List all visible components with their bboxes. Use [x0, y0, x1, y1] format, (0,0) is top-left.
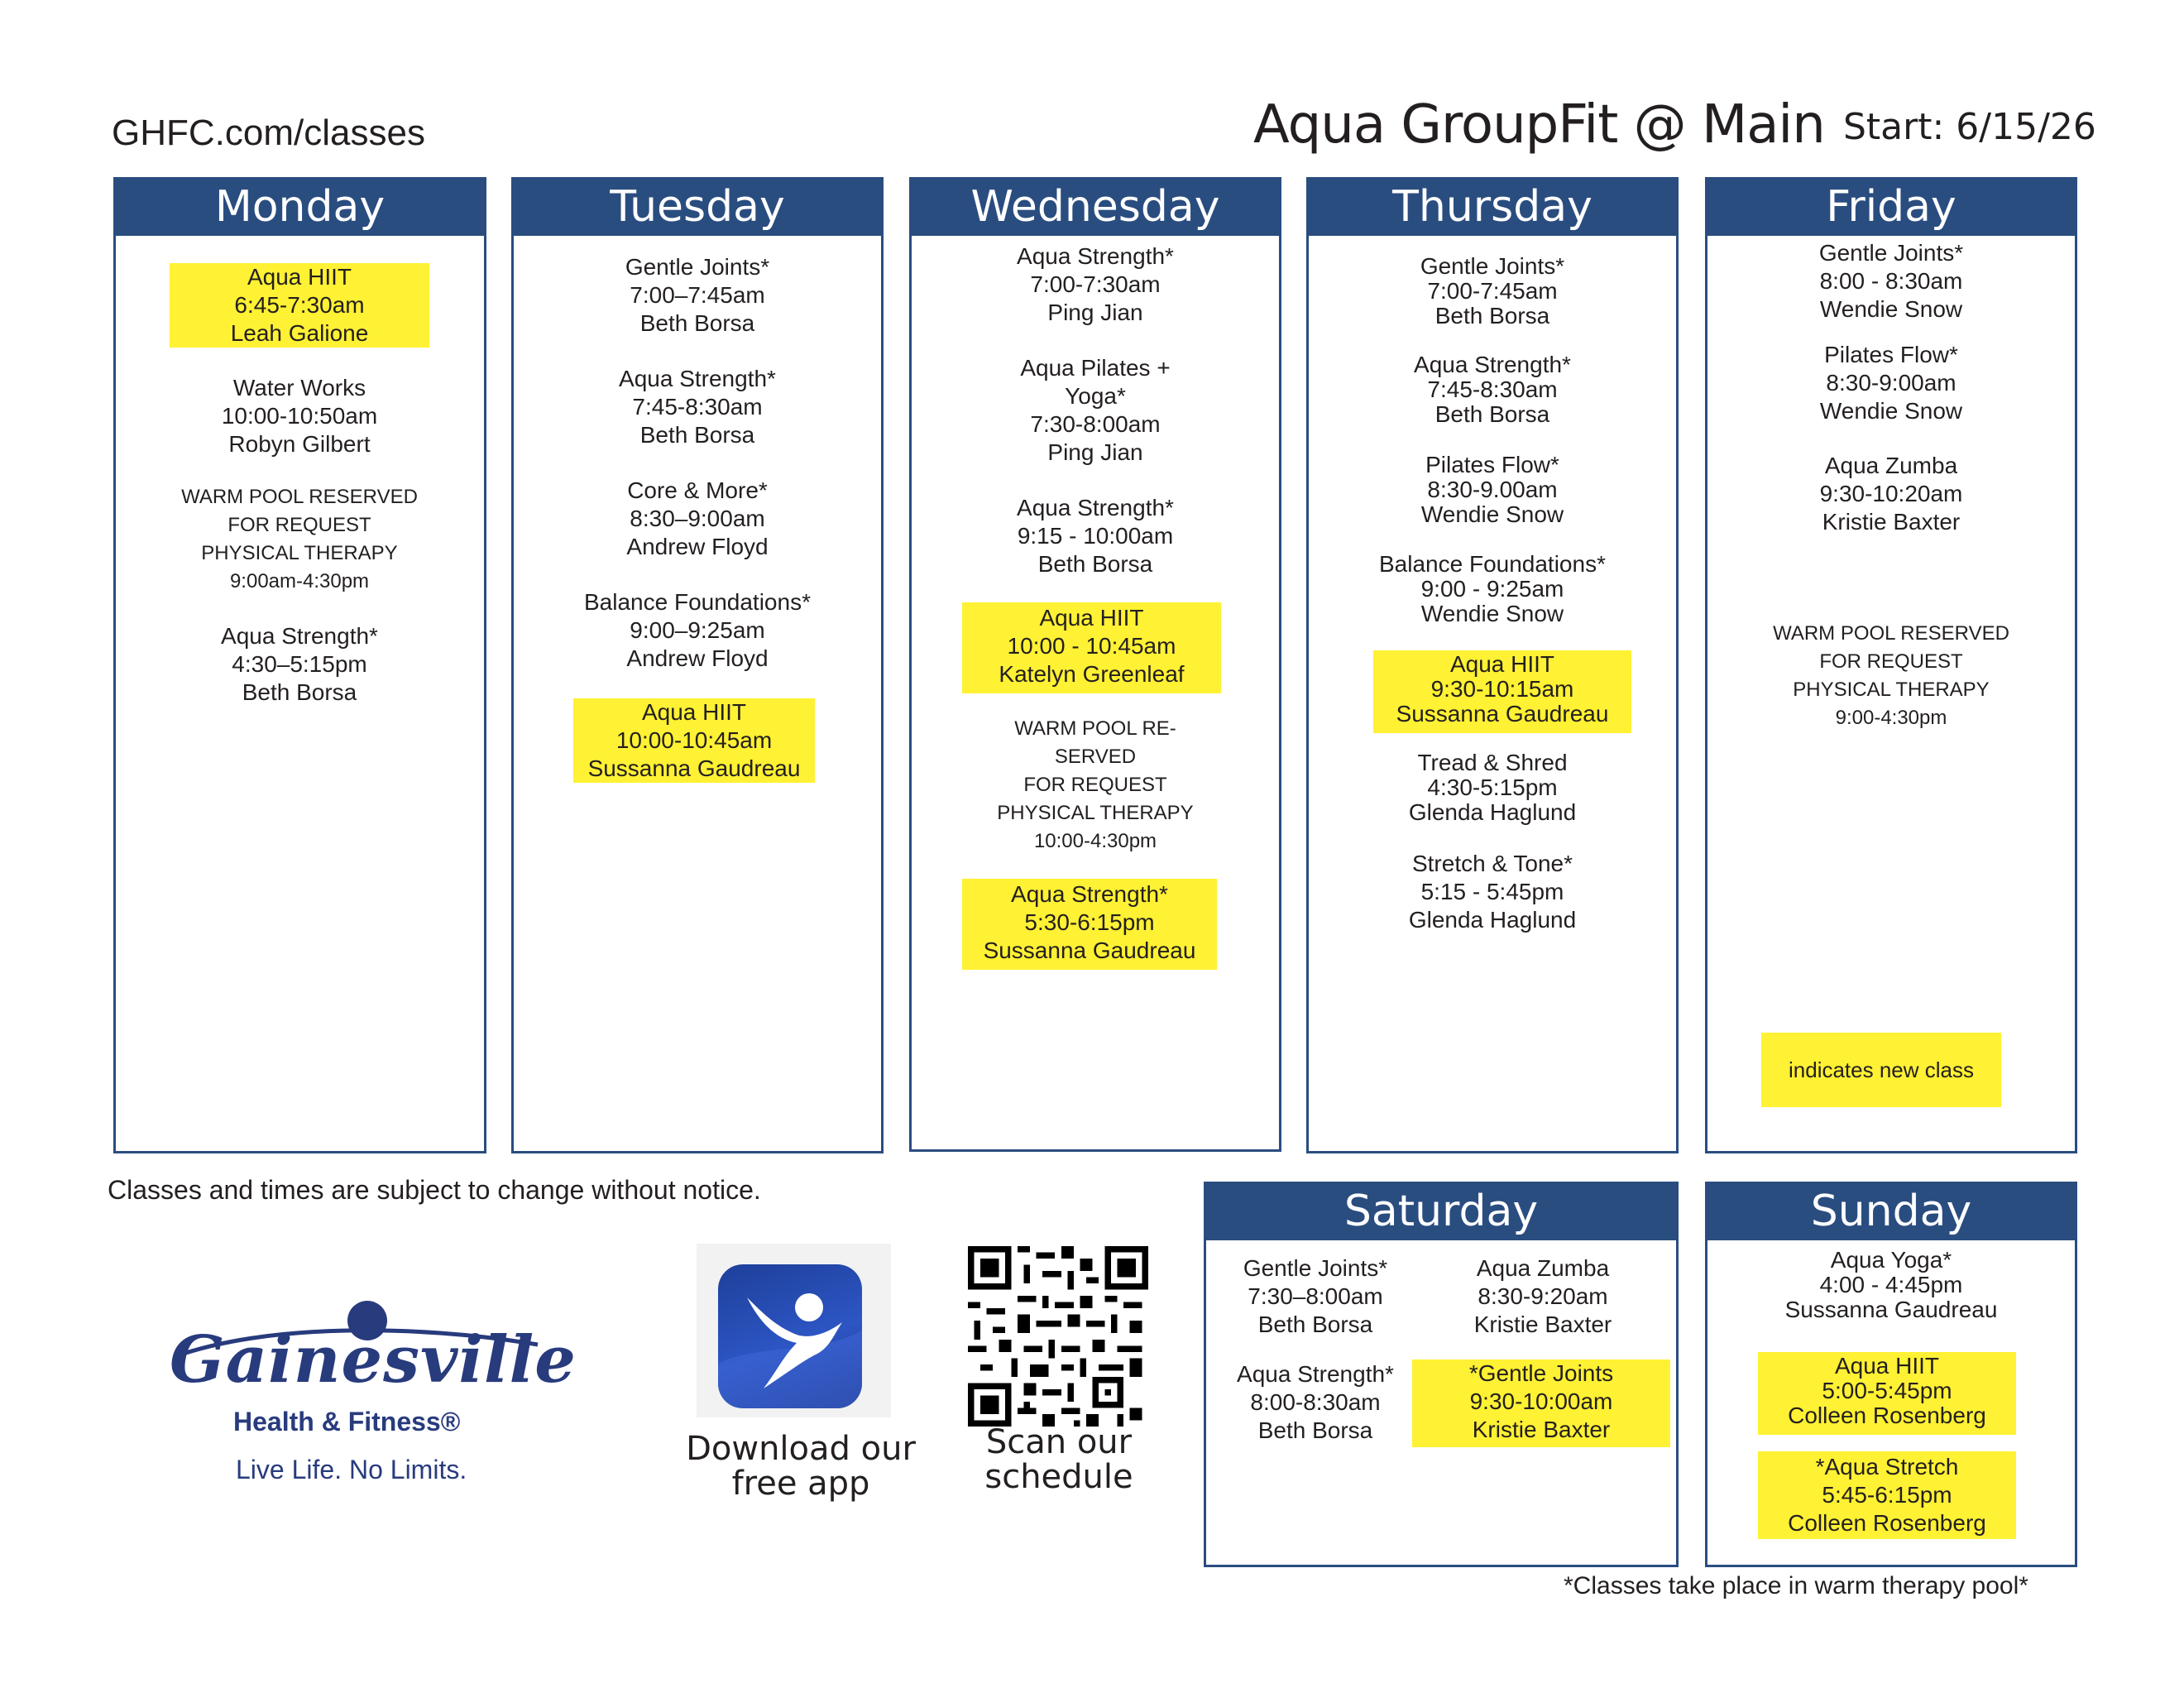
class-entry: Balance Foundations* 9:00–9:25am Andrew Floyd	[584, 589, 811, 671]
day-header-wednesday: Wednesday	[912, 180, 1279, 236]
class-entry: Aqua Strength* 5:30-6:15pm Sussanna Gaudreau	[962, 879, 1217, 970]
class-entry: Aqua Strength* 4:30–5:15pm Beth Borsa	[221, 623, 378, 705]
class-entry: WARM POOL RESERVED FOR REQUEST PHYSICAL THERAPY 9:00-4:30pm	[1773, 622, 2009, 729]
class-entry: Pilates Flow* 8:30-9:00am Wendie Snow	[1819, 342, 1963, 424]
class-entry: Water Works 10:00-10:50am Robyn Gilbert	[221, 375, 378, 457]
class-entry: Aqua Strength* 9:15 - 10:00am Beth Borsa	[1017, 495, 1174, 577]
class-entry: Aqua Strength* 7:00-7:30am Ping Jian	[1017, 243, 1174, 325]
class-entry: Aqua HIIT 6:45-7:30am Leah Galione	[170, 263, 429, 348]
class-entry: Stretch & Tone* 5:15 - 5:45pm Glenda Haglund	[1408, 851, 1577, 933]
class-entry: Aqua Zumba 9:30-10:20am Kristie Baxter	[1819, 453, 1963, 535]
download-app-label: Download our free app	[686, 1430, 916, 1503]
class-entry: Aqua Strength* 7:45-8:30am Beth Borsa	[1414, 352, 1571, 427]
app-figure-icon	[718, 1264, 862, 1408]
page-title: Aqua GroupFit @ Main	[1253, 94, 1825, 156]
day-header-thursday: Thursday	[1309, 180, 1676, 236]
class-entry: Tread & Shred 4:30-5:15pm Glenda Haglund	[1408, 750, 1577, 825]
start-date: Start: 6/15/26	[1843, 106, 2096, 148]
class-entry: *Gentle Joints 9:30-10:00am Kristie Baxter	[1412, 1360, 1670, 1447]
day-header-monday: Monday	[116, 180, 484, 236]
pool-note: *Classes take place in warm therapy pool*	[1564, 1572, 2028, 1599]
class-entry: Gentle Joints* 7:00–7:45am Beth Borsa	[625, 254, 770, 336]
class-entry: Aqua HIIT 10:00-10:45am Sussanna Gaudreau	[573, 698, 815, 783]
class-entry: Pilates Flow* 8:30-9.00am Wendie Snow	[1420, 452, 1564, 527]
class-entry: Aqua HIIT 9:30-10:15am Sussanna Gaudreau	[1373, 650, 1631, 733]
class-entry: WARM POOL RE- SERVED FOR REQUEST PHYSICAL THERAPY 10:00-4:30pm	[997, 717, 1194, 852]
logo-wordmark: Gainesville	[170, 1322, 577, 1398]
class-entry: Core & More* 8:30–9:00am Andrew Floyd	[626, 477, 769, 559]
class-entry: Aqua Strength* 7:45-8:30am Beth Borsa	[619, 366, 776, 448]
class-entry: Aqua Strength* 8:00-8:30am Beth Borsa	[1237, 1361, 1394, 1443]
class-entry: Gentle Joints* 8:00 - 8:30am Wendie Snow	[1818, 240, 1964, 322]
class-entry: Aqua Pilates + Yoga* 7:30-8:00am Ping Jian	[1020, 355, 1171, 465]
scan-schedule-label: Scan our schedule	[984, 1423, 1133, 1496]
site-url: GHFC.com/classes	[112, 113, 425, 153]
class-entry: Gentle Joints* 7:30–8:00am Beth Borsa	[1243, 1255, 1388, 1337]
class-entry: Gentle Joints* 7:00-7:45am Beth Borsa	[1420, 253, 1565, 328]
class-entry: Aqua Zumba 8:30-9:20am Kristie Baxter	[1473, 1255, 1612, 1337]
disclaimer: Classes and times are subject to change without notice.	[108, 1175, 761, 1205]
qr-code-icon[interactable]	[968, 1246, 1148, 1427]
logo-tagline: Live Life. No Limits.	[236, 1455, 467, 1484]
day-header-tuesday: Tuesday	[514, 180, 881, 236]
class-entry: Aqua Yoga* 4:00 - 4:45pm Sussanna Gaudreau	[1784, 1247, 1998, 1322]
class-entry: Aqua HIIT 5:00-5:45pm Colleen Rosenberg	[1758, 1352, 2016, 1435]
day-header-friday: Friday	[1707, 180, 2075, 236]
app-icon[interactable]	[718, 1264, 862, 1408]
class-entry: Balance Foundations* 9:00 - 9:25am Wendie Snow	[1379, 551, 1606, 626]
logo-subtitle: Health & Fitness®	[233, 1407, 461, 1436]
class-entry: Aqua HIIT 10:00 - 10:45am Katelyn Greenleaf	[962, 602, 1221, 693]
class-entry: *Aqua Stretch 5:45-6:15pm Colleen Rosenberg	[1758, 1451, 2016, 1539]
new-class-legend: indicates new class	[1761, 1033, 2001, 1107]
day-header-sunday: Sunday	[1707, 1184, 2075, 1240]
app-tile[interactable]	[697, 1244, 891, 1417]
class-entry: WARM POOL RESERVED FOR REQUEST PHYSICAL THERAPY 9:00am-4:30pm	[181, 486, 418, 592]
day-header-saturday: Saturday	[1206, 1184, 1676, 1240]
